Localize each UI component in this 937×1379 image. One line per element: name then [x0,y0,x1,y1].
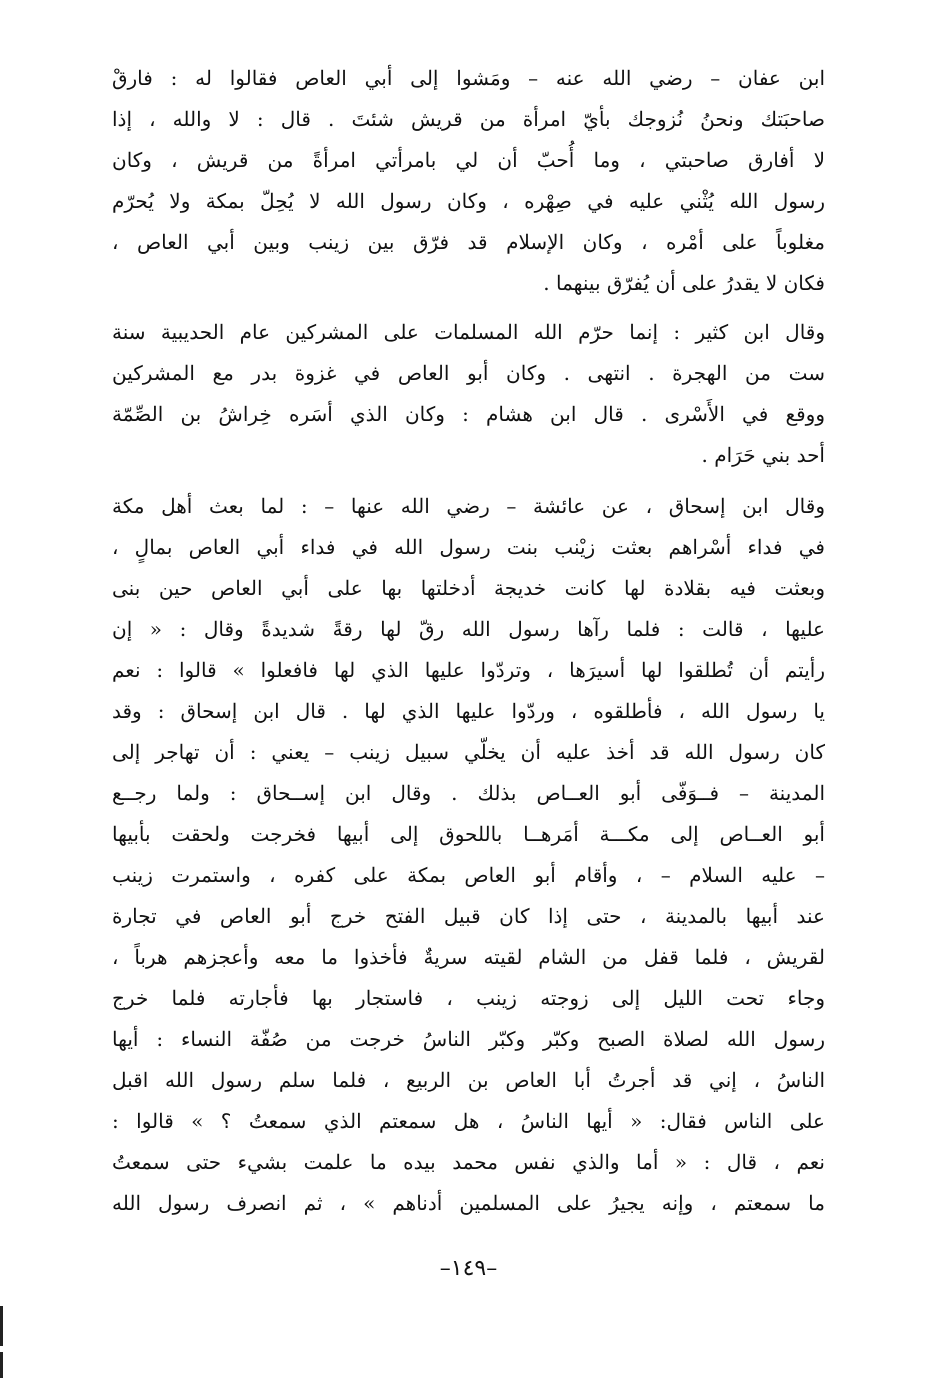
text-line: المدينة – فــوَفّى أبو العــاص بذلك . وقال ابن إســحاق : ولما رجــع [112,781,825,805]
text-line: ابن عفان – رضي الله عنه – ومَشوا إلى أبي العاص فقالوا له : فارقْ [112,66,825,90]
text-line: أبو العــاص إلى مكـــة أمَرهــا باللحوق إلى أبيها فخرجت ولحقت بأبيها [112,822,825,846]
text-line: رسول الله يُثْني عليه في صِهْره ، وكان رسول الله لا يُحِلّ بمكة ولا يُحرّم [112,189,825,213]
body-text [112,58,825,1224]
text-line: نعم ، قال : « أما والذي نفس محمد بيده ما علمت بشيء حتى سمعتُ [112,1150,825,1174]
text-line: ووقع في الأَسْرى . قال ابن هشام : وكان الذي أسَره خِراشُ بن الصِّمّة [112,402,825,426]
text-line: ست من الهجرة . انتهى . وكان أبو العاص في غزوة بدر مع المشركين [112,361,825,385]
text-line: أحد بني حَرَام . [701,443,825,467]
text-line: لا أفارق صاحبتي ، وما أُحبّ أن لي بامرأتي امرأةً من قريش ، وكان [112,148,825,172]
text-line: وقال ابن كثير : إنما حرّم الله المسلمات على المشركين عام الحديبية سنة [112,320,825,344]
text-line: ما سمعتم ، وإنه يجيرُ على المسلمين أدناهم » ، ثم انصرف رسول الله [112,1191,825,1215]
text-line: صاحبَتك ونحنُ نُزوجك بأيّ امرأة من قريش شئتَ . قال : لا والله ، إذا [112,107,825,131]
text-line: كان رسول الله قد أخذ عليه أن يخلّي سبيل زينب – يعني : أن تهاجر إلى [112,740,825,764]
text-line: في فداء أسْراهم بعثت زيْنب بنت رسول الله في فداء أبي العاص بمالٍ ، [112,535,825,559]
text-line: لقريش ، فلما قفل من الشام لقيته سريةٌ فأخذوا ما معه وأعجزهم هرباً ، [112,945,825,969]
paragraph-3 [112,486,825,1224]
paragraph-2 [112,312,825,476]
text-line: رأيتم أن تُطلقوا لها أسيرَها ، وتردّوا عليها الذي لها فافعلوا » قالوا : نعم [112,658,825,682]
text-line: مغلوباً على أمْره ، وكان الإسلام قد فرّق بين زينب وبين أبي العاص ، [112,230,825,254]
text-line: – عليه السلام – ، وأقام أبو العاص بمكة على كفره ، واستمرت زينب [112,863,825,887]
text-line: فكان لا يقدرُ على أن يُفرّق بينهما . [543,271,825,295]
text-line: عليها ، قالت : فلما رآها رسول الله رقّ لها رقةً شديدةً وقال : « إن [112,617,825,641]
scan-edge-mark [0,1352,3,1378]
scan-edge-mark [0,1306,3,1346]
text-line: الناسُ ، إني قد أجرتُ أبا العاص بن الربيع ، فلما سلم رسول الله اقبل [112,1068,825,1092]
text-line: وبعثت فيه بقلادة لها كانت خديجة أدخلتها بها على أبي العاص حين بنى [112,576,825,600]
paragraph-1 [112,58,825,304]
text-line: يا رسول الله ، فأطلقوه ، وردّوا عليها الذي لها . قال ابن إسحاق : وقد [112,699,825,723]
text-line: عند أبيها بالمدينة ، حتى إذا كان قبيل الفتح خرج أبو العاص في تجارة [112,904,825,928]
text-line: على الناس فقال: « أيها الناسُ ، هل سمعتم الذي سمعتُ ؟ » قالوا : [112,1109,825,1133]
text-line: رسول الله لصلاة الصبح وكبّر وكبّر الناسُ خرجت من صُفّة النساء : أيها [112,1027,825,1051]
text-line: وقال ابن إسحاق ، عن عائشة – رضي الله عنها – : لما بعث أهل مكة [112,494,825,518]
text-line: وجاء تحت الليل إلى زوجته زينب ، فاستجار بها فأجارته فلما خرج [112,986,825,1010]
page-number: –١٤٩– [439,1256,498,1281]
